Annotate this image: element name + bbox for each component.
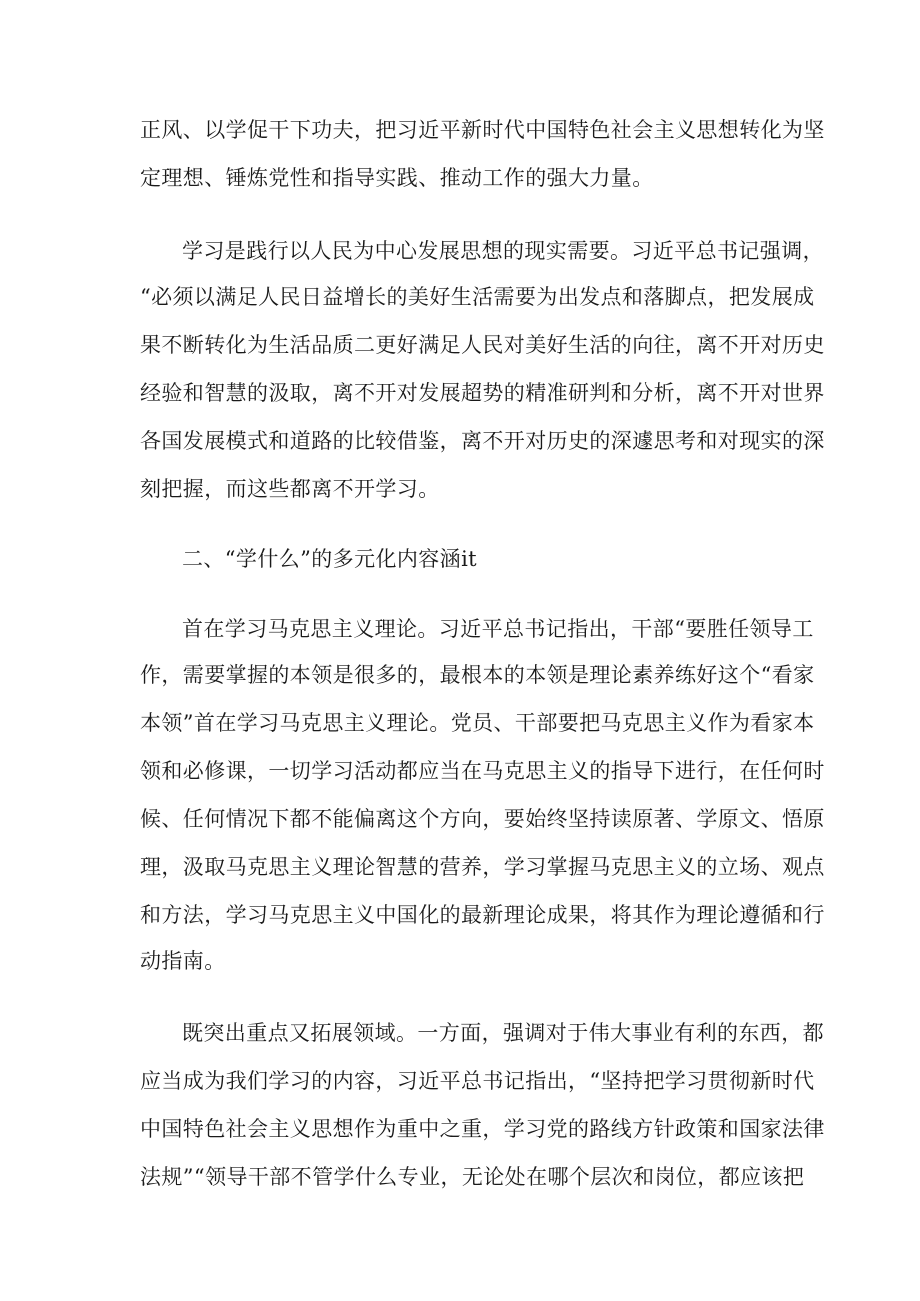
paragraph-line: 动指南。 bbox=[140, 949, 226, 973]
paragraph-line: 学习是践行以人民为中心发展思想的现实需要。习近平总书记强调， bbox=[182, 239, 824, 263]
paragraph-line: 既突出重点又拓展领域。一方面，强调对于伟大事业有利的东西，都 bbox=[182, 1021, 824, 1045]
paragraph-line: 和方法，学习马克思主义中国化的最新理论成果，将其作为理论遵循和行 bbox=[140, 903, 825, 927]
paragraph-line: 理，汲取马克思主义理论智慧的营养，学习掌握马克思主义的立场、观点 bbox=[140, 855, 825, 879]
paragraph-line: 定理想、锤炼党性和指导实践、推动工作的强大力量。 bbox=[140, 166, 654, 190]
paragraph-line: 领和必修课，一切学习活动都应当在马克思主义的指导下进行，在任何时 bbox=[140, 759, 825, 783]
paragraph-line: 刻把握，而这些都离不开学习。 bbox=[140, 477, 440, 501]
paragraph-line: 经验和智慧的汲取，离不开对发展超势的精准研判和分析，离不开对世界 bbox=[140, 381, 825, 405]
paragraph-line: “必须以满足人民日益增长的美好生活需要为出发点和落脚点，把发展成 bbox=[140, 285, 815, 309]
paragraph-line: 应当成为我们学习的内容，习近平总书记指出，“坚持把学习贯彻新时代 bbox=[140, 1069, 815, 1093]
paragraph-line: 正风、以学促干下功夫，把习近平新时代中国特色社会主义思想转化为坚 bbox=[140, 118, 825, 142]
paragraph-line: 果不断转化为生活品质二更好满足人民对美好生活的向往，离不开对历史 bbox=[140, 333, 825, 357]
paragraph-line: 作，需要掌握的本领是很多的，最根本的本领是理论素养练好这个“看家 bbox=[140, 663, 815, 687]
section-heading: 二、“学什么”的多元化内容涵it bbox=[182, 547, 478, 571]
paragraph-line: 各国发展模式和道路的比较借鉴，离不开对历史的深遽思考和对现实的深 bbox=[140, 429, 825, 453]
paragraph-line: 首在学习马克思主义理论。习近平总书记指出，干部“要胜任领导工 bbox=[182, 617, 814, 641]
paragraph-line: 法规”“领导干部不管学什么专业，无论处在哪个层次和岗位，都应该把 bbox=[140, 1165, 805, 1189]
paragraph-line: 本领”首在学习马克思主义理论。党员、干部要把马克思主义作为看家本 bbox=[140, 711, 815, 735]
paragraph-line: 候、任何情况下都不能偏离这个方向，要始终坚持读原著、学原文、悟原 bbox=[140, 807, 825, 831]
paragraph-line: 中国特色社会主义思想作为重中之重，学习党的路线方针政策和国家法律 bbox=[140, 1117, 825, 1141]
